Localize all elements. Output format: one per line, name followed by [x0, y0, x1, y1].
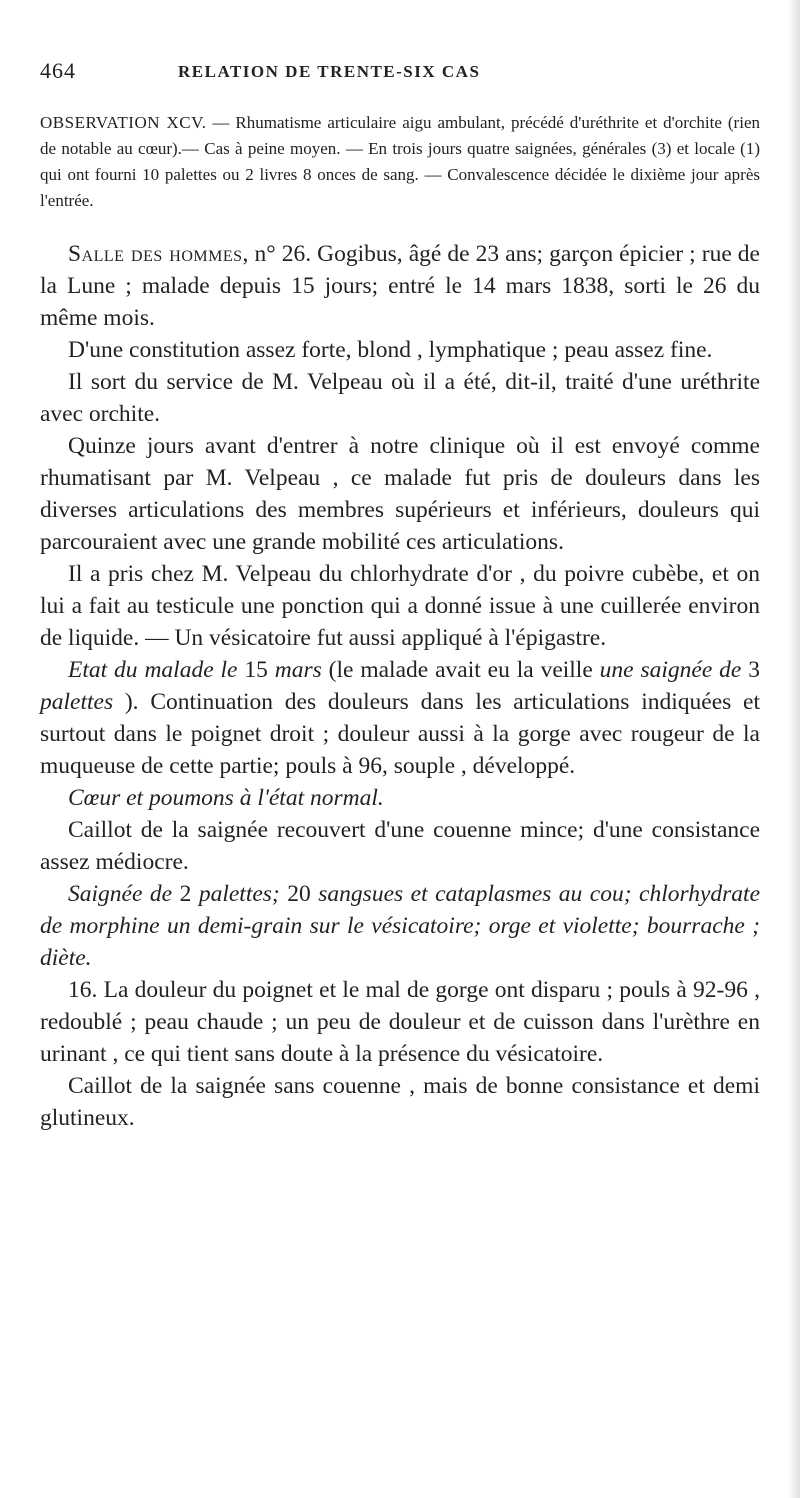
state-month: mars	[274, 657, 322, 683]
paragraph-clot-1: Caillot de la saignée recouvert d'une couenne mince; d'une consistance assez médiocre.	[40, 817, 760, 875]
state-text-2: ). Continuation des douleurs dans les articulations indiquées et surtout dans le poignet droit ; douleur aussi à la gorge avec rougeur de la muqueuse de cette partie; pouls à 96, souple , développé.	[40, 689, 760, 779]
bleeding-count: 3	[741, 657, 760, 683]
observation-summary	[40, 110, 760, 214]
prescription-part-2: palettes;	[198, 881, 280, 907]
admission-text: , n° 26. Gogibus, âgé de 23 ans; garçon épicier ; rue de la Lune ; malade depuis 15 jours; entré le 14 mars 1838, sorti le 26 du même mois.	[40, 241, 760, 331]
prescription-num-1: 2	[172, 881, 199, 907]
paragraph-clot-2: Caillot de la saignée sans couenne , mais de bonne consistance et demi glutineux.	[40, 1073, 760, 1131]
running-title: RELATION DE TRENTE-SIX CAS	[178, 62, 481, 81]
paragraph-state-15-march	[40, 654, 760, 782]
bleeding-note: une saignée de	[599, 657, 742, 683]
paragraph-onset: Quinze jours avant d'entrer à notre clinique où il est envoyé comme rhumatisant par M. Velpeau , ce malade fut pris de douleurs dans les diverses articulations des membres supérieurs et inférieurs, douleurs qui parcouraient avec une grande mobilité ces articulations.	[40, 433, 760, 555]
prescription-part-3: sangsues et cataplasmes au cou; chlorhydrate de morphine un demi-grain sur le vésicatoire; orge et violette; bourrache ; diète.	[40, 881, 761, 971]
state-text-1: (le malade avait eu la veille	[321, 657, 600, 683]
observation-text: — Rhumatisme articulaire aigu ambulant, précédé d'uréthrite et d'orchite (rien de notable au cœur).— Cas à peine moyen. — En trois jours quatre saignées, générales (3) et locale (1) qui ont fourni 10 palettes ou 2 livres 8 onces de sang. — Convalescence décidée le dixième jour après l'entrée.	[40, 113, 760, 210]
ward-name: Salle des hommes	[68, 241, 243, 267]
paragraph-admission	[40, 238, 760, 334]
paragraph-prescription	[40, 878, 760, 974]
running-head	[40, 58, 760, 98]
observation-label: OBSERVATION XCV.	[40, 113, 207, 132]
state-heading: Etat du malade le	[68, 657, 238, 683]
prescription-part-1: Saignée de	[68, 881, 173, 907]
paragraph-treatment: Il a pris chez M. Velpeau du chlorhydrate d'or , du poivre cubèbe, et on lui a fait au testicule une ponction qui a donné issue à une cuillerée environ de liquide. — Un vésicatoire fut aussi appliqué à l'épigastre.	[40, 561, 760, 651]
page-number: 464	[40, 58, 76, 83]
prescription-num-2: 20	[279, 881, 319, 907]
page-edge-shadow	[788, 0, 800, 1498]
state-day: 15	[237, 657, 275, 683]
paragraph-heart-lungs: Cœur et poumons à l'état normal.	[68, 785, 384, 811]
paragraph-day-16: 16. La douleur du poignet et le mal de gorge ont disparu ; pouls à 92-96 , redoublé ; peau chaude ; un peu de douleur et de cuisson dans l'urèthre en urinant , ce qui tient sans doute à la présence du vésicatoire.	[40, 977, 760, 1067]
paragraph-constitution: D'une constitution assez forte, blond , lymphatique ; peau assez fine.	[68, 337, 713, 363]
paragraph-history: Il sort du service de M. Velpeau où il a été, dit-il, traité d'une uréthrite avec orchite.	[40, 369, 760, 427]
bleeding-unit: palettes	[40, 689, 114, 715]
